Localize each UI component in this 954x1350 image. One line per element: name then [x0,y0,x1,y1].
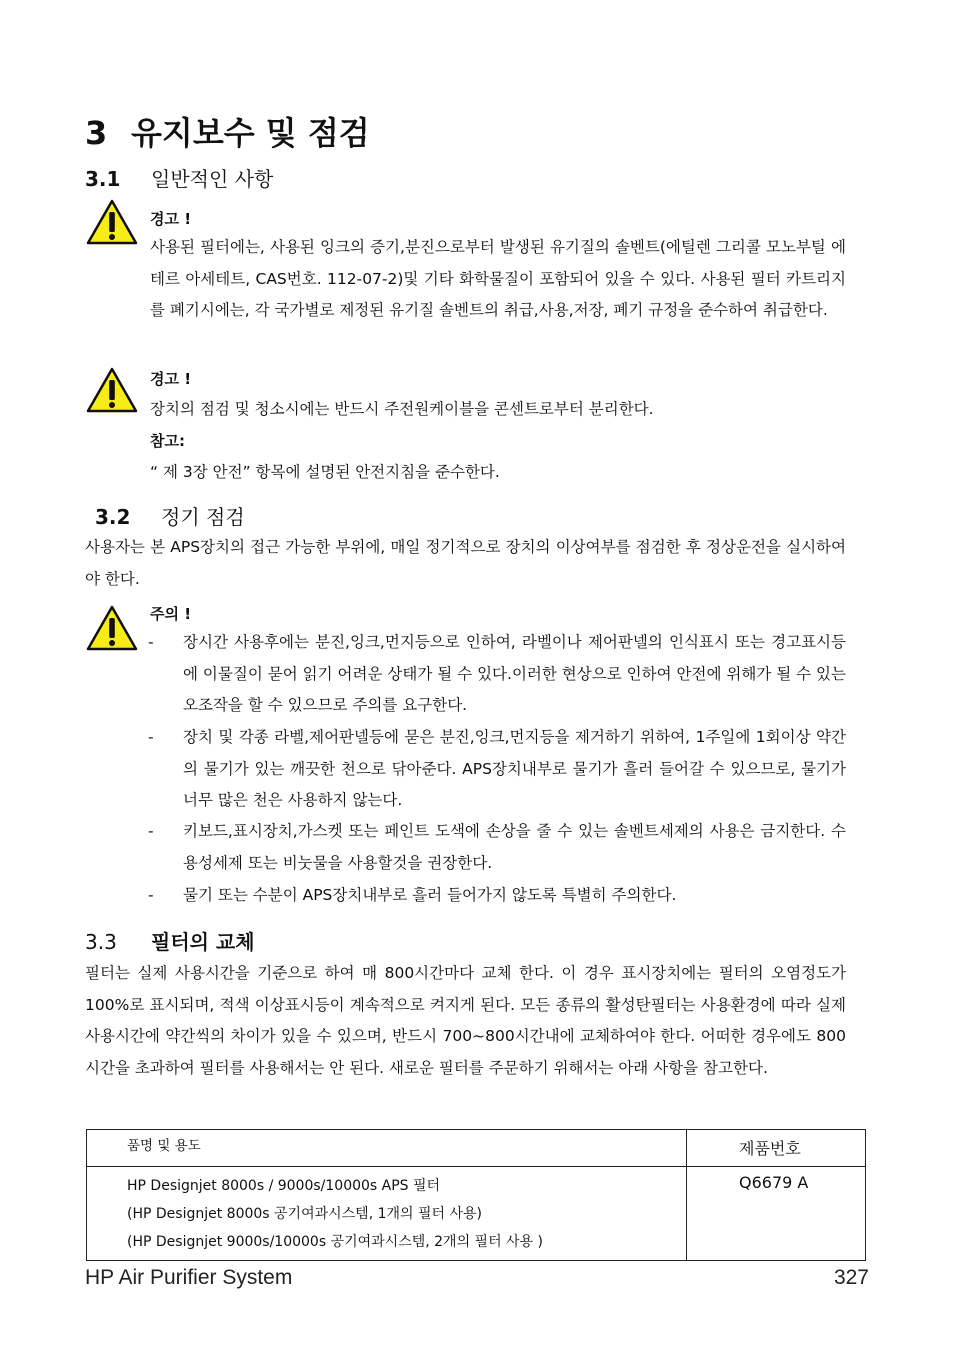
section-title: 필터의 교체 [151,930,255,954]
list-item: - 장시간 사용후에는 분진,잉크,먼지등으로 인하여, 라벨이나 제어판넬의 인식표시 또는 경고표시등에 이물질이 묻어 읽기 어려운 상태가 될 수 있다.이러한 현상으로 인하여 안전에 위해가 될 수 있는 오조작을 할 수 있으므로 주의를 요구한다. [148,627,846,722]
product-line: (HP Designjet 8000s 공기여과시스템, 1개의 필터 사용) [127,1206,483,1222]
section-title: 정기 점검 [161,505,245,529]
section-heading-3-1 [85,163,273,192]
product-line: HP Designjet 8000s / 9000s/10000s APS 필터 [127,1178,441,1194]
section-heading-3-2 [95,501,245,530]
column-header: 제품번호 [687,1130,866,1167]
part-number-cell: Q6679 A [687,1167,866,1261]
warning-icon [86,366,138,414]
note-text: “ 제 3장 안전” 항목에 설명된 안전지침을 준수한다. [150,463,500,481]
chapter-title: 유지보수 및 점검 [131,114,370,152]
product-line: (HP Designjet 9000s/10000s 공기여과시스템, 2개의 필터 사용 ) [127,1234,544,1250]
caution-label: 주의 ! [150,605,192,623]
list-item-text: 물기 또는 수분이 APS장치내부로 흘러 들어가지 않도록 특별히 주의한다. [183,886,677,904]
section-title: 일반적인 사항 [151,167,274,191]
list-item-text: 장치 및 각종 라벨,제어판넬등에 묻은 분진,잉크,먼지등을 제거하기 위하여, 1주일에 1회이상 약간의 물기가 있는 깨끗한 천으로 닦아준다. APS장치내부로 물기가 흘러 들어갈 수 있으므로, 물기가 너무 많은 천은 사용하지 않는다. [183,728,846,809]
column-header: 품명 및 용도 [87,1130,687,1167]
note-label: 참고: [150,432,185,450]
warning-label: 경고 ! [150,370,192,388]
section-number: 3.2 [95,505,131,529]
chapter-number: 3 [85,114,108,152]
parts-table [86,1129,866,1261]
warning-icon [86,198,138,246]
page-number: 327 [833,1266,869,1289]
table-header-row [87,1130,866,1167]
section-number: 3.1 [85,167,121,191]
section-intro: 사용자는 본 APS장치의 접근 가능한 부위에, 매일 정기적으로 장치의 이상여부를 점검한 후 정상운전을 실시하여야 한다. [85,538,846,588]
footer-title: HP Air Purifier System [85,1266,293,1289]
warning-text: 사용된 필터에는, 사용된 잉크의 증기,분진으로부터 발생된 유기질의 솔벤트(에틸렌 그리콜 모노부틸 에테르 아세테트, CAS번호. 112-07-2)및 기타 화학물질이 포함되어 있을 수 있다. 사용된 필터 카트리지를 폐기시에는, 각 국가별로 제정된 유기질 솔벤트의 취급,사용,저장, 폐기 규정을 준수하여 취급한다. [150,238,846,319]
list-item-text: 장시간 사용후에는 분진,잉크,먼지등으로 인하여, 라벨이나 제어판넬의 인식표시 또는 경고표시등에 이물질이 묻어 읽기 어려운 상태가 될 수 있다.이러한 현상으로 인하여 안전에 위해가 될 수 있는 오조작을 할 수 있으므로 주의를 요구한다. [183,633,846,714]
warning-icon [86,604,138,652]
table-row [87,1167,866,1261]
warning-text: 장치의 점검 및 청소시에는 반드시 주전원케이블을 콘센트로부터 분리한다. [150,400,654,418]
section-heading-3-3 [85,926,255,955]
list-item: - 물기 또는 수분이 APS장치내부로 흘러 들어가지 않도록 특별히 주의한다. [148,880,846,912]
chapter-heading [85,108,370,154]
warning-label: 경고 ! [150,210,192,228]
list-item-text: 키보드,표시장치,가스켓 또는 페인트 도색에 손상을 줄 수 있는 솔벤트세제의 사용은 금지한다. 수용성세제 또는 비눗물을 사용할것을 권장한다. [183,822,846,872]
section-number: 3.3 [85,930,117,954]
product-description-cell [87,1167,687,1261]
list-item: - 키보드,표시장치,가스켓 또는 페인트 도색에 손상을 줄 수 있는 솔벤트세제의 사용은 금지한다. 수용성세제 또는 비눗물을 사용할것을 권장한다. [148,816,846,879]
section-text: 필터는 실제 사용시간을 기준으로 하여 매 800시간마다 교체 한다. 이 경우 표시장치에는 필터의 오염정도가 100%로 표시되며, 적색 이상표시등이 계속적으로 켜지게 된다. 모든 종류의 활성탄필터는 사용환경에 따라 실제 사용시간에 약간씩의 차이가 있을 수 있으며, 반드시 700~800시간내에 교체하여야 한다. 어떠한 경우에도 800시간을 초과하여 필터를 사용해서는 안 된다. 새로운 필터를 주문하기 위해서는 아래 사항을 참고한다. [85,964,846,1077]
list-item: - 장치 및 각종 라벨,제어판넬등에 묻은 분진,잉크,먼지등을 제거하기 위하여, 1주일에 1회이상 약간의 물기가 있는 깨끗한 천으로 닦아준다. APS장치내부로 물기가 흘러 들어갈 수 있으므로, 물기가 너무 많은 천은 사용하지 않는다. [148,722,846,817]
